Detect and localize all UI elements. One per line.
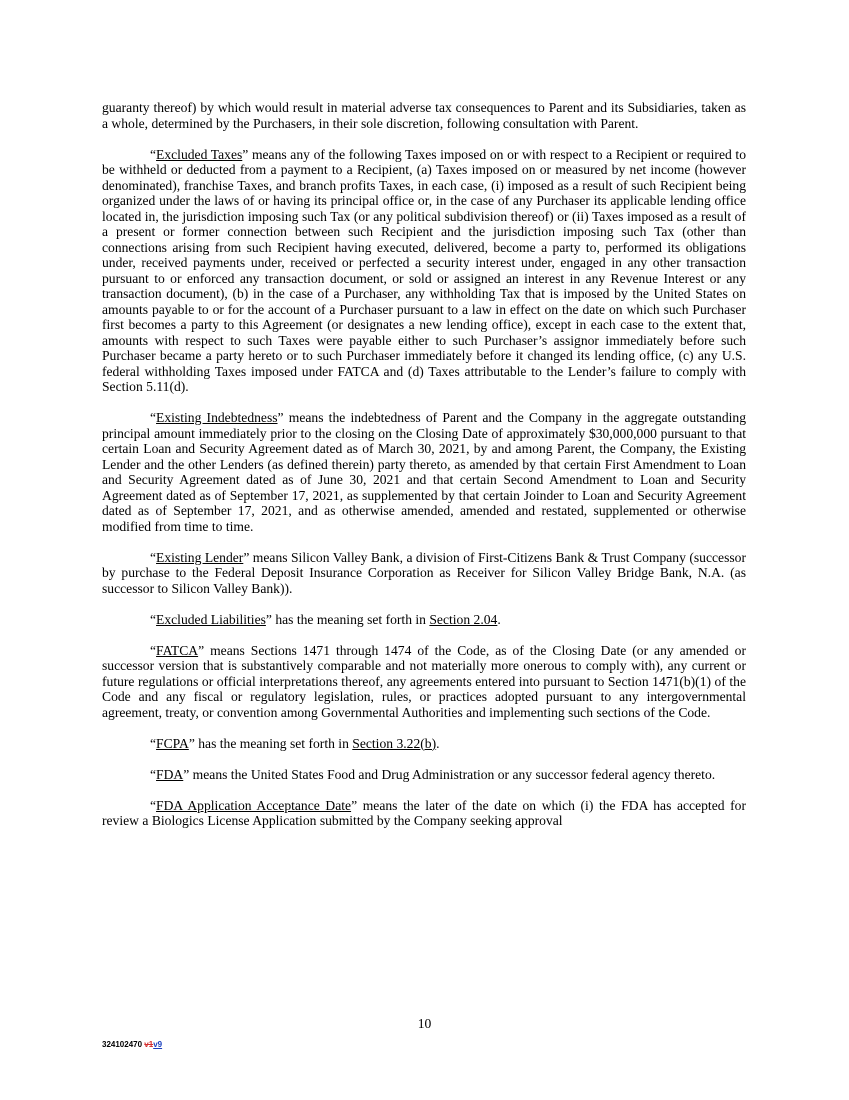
defined-term: FATCA xyxy=(156,642,199,658)
page-number: 10 xyxy=(417,1016,432,1031)
text-run: “ xyxy=(150,642,157,658)
text-run: ” has the meaning set forth in xyxy=(188,735,353,751)
paragraph xyxy=(102,612,746,628)
paragraph xyxy=(102,147,746,395)
paragraph xyxy=(102,798,746,829)
text-run: “ xyxy=(150,611,157,627)
paragraph xyxy=(102,736,746,752)
text-run: ” means Silicon Valley Bank, a division of First-Citizens Bank & Trust Company (successor by purchase to the Federal Deposit Insurance Corporation as Receiver for Silicon Valley Bridge Bank, N.A. (as successor to Silicon Valley Bank)). xyxy=(102,549,746,596)
text-run: ” has the meaning set forth in xyxy=(265,611,430,627)
text-run: “ xyxy=(150,735,157,751)
text-run: . xyxy=(497,611,501,627)
defined-term: FDA xyxy=(156,766,184,782)
text-run: ” means the indebtedness of Parent and the Company in the aggregate outstanding principal amount immediately prior to the closing on the Closing Date of approximately $30,000,000 pursuant to that certain Loan and Security Agreement dated as of March 30, 2021, by and among Parent, the Company, the Existing Lender and the other Lenders (as defined therein) party thereto, as amended by that certain First Amendment to Loan and Security Agreement dated as of June 30, 2021 and that certain Second Amendment to Loan and Security Agreement dated as of September 17, 2021, as supplemented by that certain Joinder to Loan and Security Agreement dated as of September 17, 2021, and as otherwise amended, amended and restated, supplemented or otherwise modified from time to time. xyxy=(102,410,746,534)
defined-term: Section 2.04 xyxy=(429,611,498,627)
document-body xyxy=(102,100,746,844)
text-run: . xyxy=(436,735,440,751)
text-run: ” means Sections 1471 through 1474 of the Code, as of the Closing Date (or any amended or successor version that is substantively comparable and not materially more onerous to comply with), any current or future regulations or official interpretations thereof, any agreements entered into pursuant to Section 1471(b)(1) of the Code and any fiscal or regulatory legislation, rules, or practices adopted pursuant to any intergovernmental agreement, treaty, or convention among Governmental Authorities and implementing such sections of the Code. xyxy=(102,642,746,720)
version-new: v9 xyxy=(153,1040,163,1049)
defined-term: Excluded Liabilities xyxy=(156,611,266,627)
text-run: “ xyxy=(150,766,157,782)
paragraph xyxy=(102,643,746,721)
version-old: v1 xyxy=(144,1040,154,1049)
paragraph xyxy=(102,767,746,783)
paragraph xyxy=(102,100,746,131)
defined-term: Existing Lender xyxy=(156,549,244,565)
text-run: ” means the later of the date on which (i) the FDA has accepted for review a Biologics License Application submitted by the Company seeking approval xyxy=(102,797,746,828)
defined-term: Excluded Taxes xyxy=(156,146,243,162)
paragraph xyxy=(102,410,746,534)
defined-term: FCPA xyxy=(156,735,189,751)
document-id-footer xyxy=(102,1040,162,1049)
text-run: “ xyxy=(150,549,157,565)
defined-term: FDA Application Acceptance Date xyxy=(156,797,352,813)
paragraph xyxy=(102,550,746,597)
text-run: ” means any of the following Taxes imposed on or with respect to a Recipient or required to be withheld or deducted from a payment to a Recipient, (a) Taxes imposed on or measured by net income (however denominated), franchise Taxes, and branch profits Taxes, in each case, (i) imposed as a result of such Recipient being organized under the laws of or having its principal office or, in the case of any Purchaser its applicable lending office located in, the jurisdiction imposing such Tax (or any political subdivision thereof) or (ii) Taxes imposed as a result of a present or former connection between such Recipient and the jurisdiction imposing such Tax (other than connections arising from such Recipient having executed, delivered, become a party to, performed its obligations under, received payments under, received or perfected a security interest under, engaged in any other transaction pursuant to or enforced any transaction document, or sold or assigned an interest in any Revenue Interest or any transaction document), (b) in the case of a Purchaser, any withholding Tax that is imposed by the United States on amounts payable to or for the account of a Purchaser pursuant to a law in effect on the date on which such Purchaser first becomes a party to this Agreement (or designates a new lending office), except in each case to the extent that, amounts with respect to such Taxes were payable either to such Purchaser’s assignor immediately before such Purchaser became a party hereto or to such Purchaser immediately before it changed its lending office, (c) any U.S. federal withholding Taxes imposed under FATCA and (d) Taxes attributable to the Lender’s failure to comply with Section 5.11(d). xyxy=(102,146,746,394)
text-run: guaranty thereof) by which would result in material adverse tax consequences to Parent and its Subsidiaries, taken as a whole, determined by the Purchasers, in their sole discretion, following consultation with Parent. xyxy=(102,100,746,131)
document-number: 324102470 xyxy=(102,1040,143,1049)
text-run: “ xyxy=(150,146,157,162)
text-run: “ xyxy=(150,410,157,425)
defined-term: Existing Indebtedness xyxy=(156,410,278,425)
defined-term: Section 3.22(b) xyxy=(352,735,437,751)
text-run: ” means the United States Food and Drug Administration or any successor federal agency thereto. xyxy=(183,766,716,782)
text-run: “ xyxy=(150,797,157,813)
